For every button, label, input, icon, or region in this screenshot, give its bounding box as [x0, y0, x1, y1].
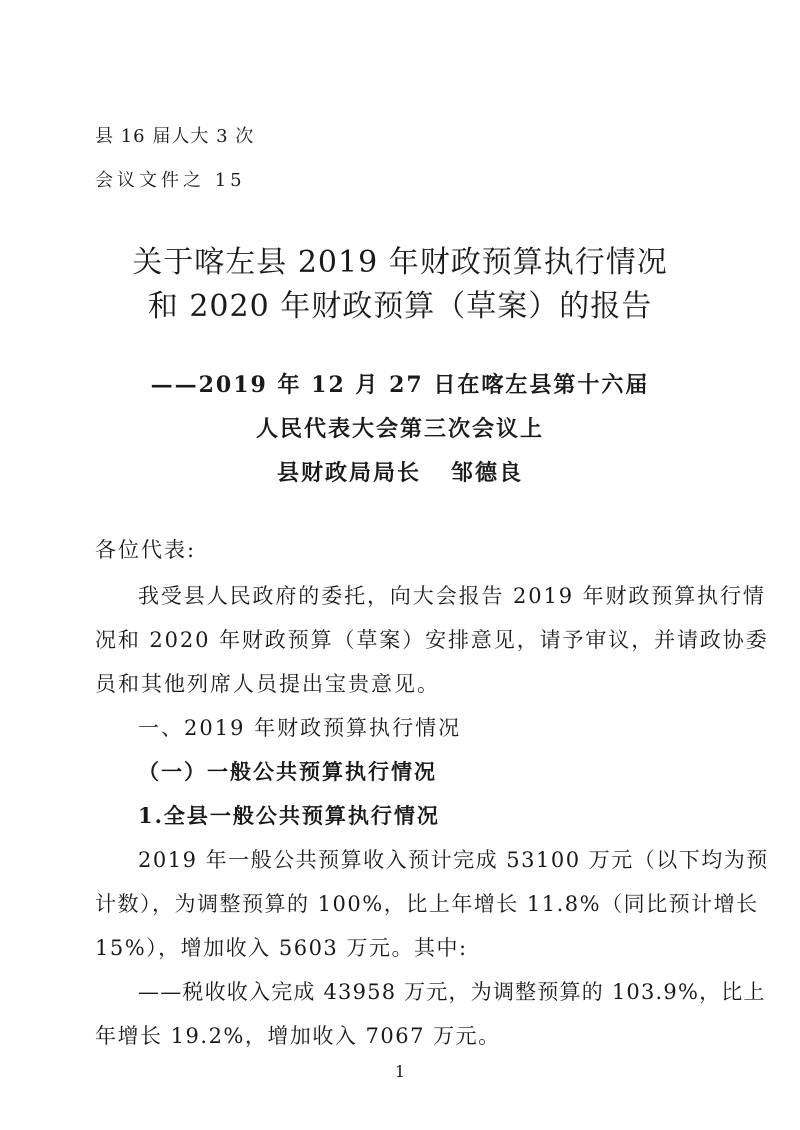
paragraph-3-line-1: ——税收收入完成 43958 万元，为调整预算的 103.9%，比上: [138, 980, 766, 1004]
speaker-name: 邹德良: [451, 460, 524, 486]
doc-number-line-1: 县 16 届人大 3 次: [95, 126, 255, 147]
page-number: 1: [394, 1062, 406, 1081]
paragraph-1-line-2: 况和 2020 年财政预算（草案）安排意见，请予审议，并请政协委: [95, 628, 769, 652]
section-heading-2: （一）一般公共预算执行情况: [138, 759, 437, 784]
doc-number-line-2: 会议文件之 15: [95, 170, 246, 191]
paragraph-1-line-1: 我受县人民政府的委托，向大会报告 2019 年财政预算执行情: [138, 584, 766, 608]
subtitle-line-3: [0, 456, 800, 487]
paragraph-1-line-3: 员和其他列席人员提出宝贵意见。: [95, 672, 440, 696]
paragraph-2-line-1: 2019 年一般公共预算收入预计完成 53100 万元（以下均为预: [138, 848, 769, 872]
salutation: 各位代表:: [95, 538, 197, 562]
section-heading-3: 1.全县一般公共预算执行情况: [138, 803, 440, 828]
paragraph-3-line-2: 年增长 19.2%，增加收入 7067 万元。: [95, 1024, 501, 1048]
report-title-line-2: 和 2020 年财政预算（草案）的报告: [147, 289, 653, 324]
section-heading-1: 一、2019 年财政预算执行情况: [138, 716, 462, 740]
report-title-line-1: 关于喀左县 2019 年财政预算执行情况: [132, 245, 668, 280]
paragraph-2-line-2: 计数），为调整预算的 100%，比上年增长 11.8%（同比预计增长: [95, 892, 759, 916]
speaker-title: 县财政局局长: [276, 460, 421, 486]
subtitle-line-1: ——2019 年 12 月 27 日在喀左县第十六届: [150, 372, 650, 398]
subtitle-line-2: 人民代表大会第三次会议上: [255, 416, 544, 442]
paragraph-2-line-3: 15%），增加收入 5603 万元。其中:: [95, 936, 468, 960]
